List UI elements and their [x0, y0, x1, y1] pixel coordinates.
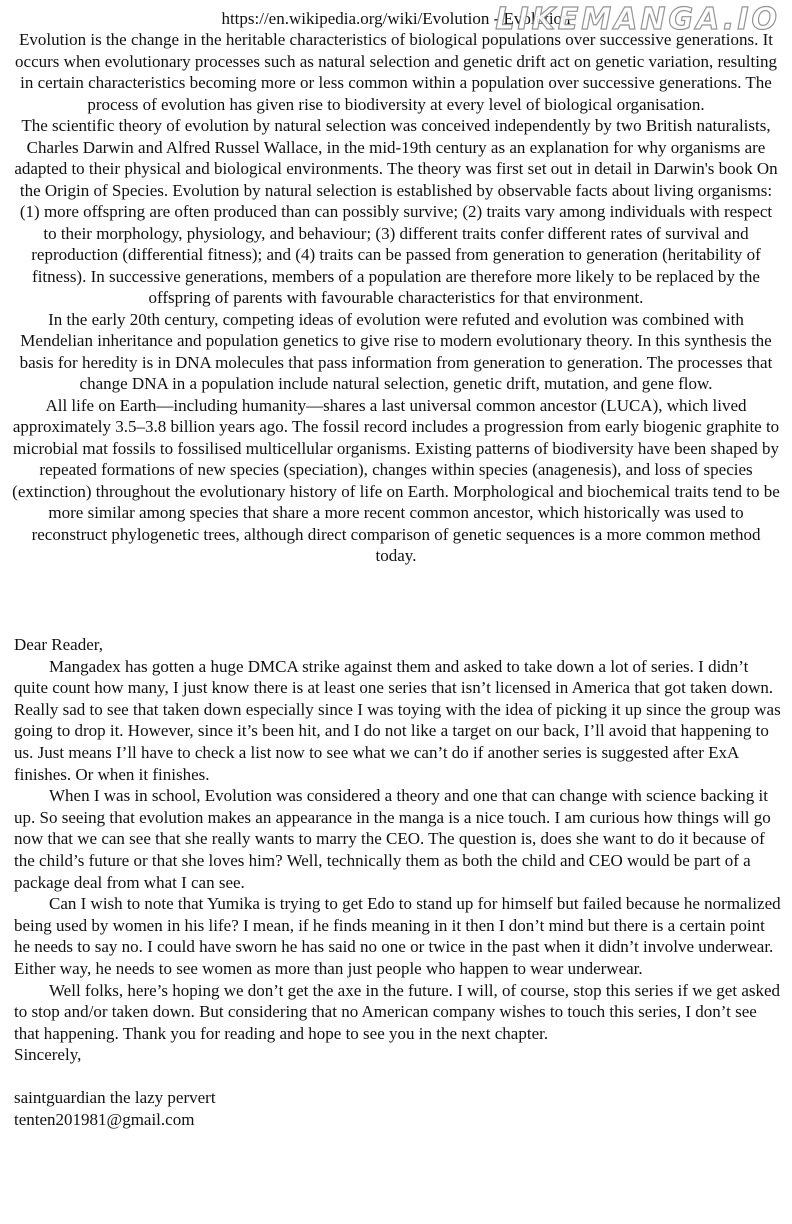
- wiki-paragraph: The scientific theory of evolution by natural selection was conceived independently by two British naturalists, Charles Darwin and Alfred Russel Wallace, in the mid-19th century as an explanation for why organisms are adapted to their physical and biological environments. The theory was first set out in detail in Darwin's book On the Origin of Species. Evolution by natural selection is established by observable facts about living organisms: (1) more offspring are often produced than can possibly survive; (2) traits vary among individuals with respect to their morphology, physiology, and behaviour; (3) different traits confer different rates of survival and reproduction (differential fitness); and (4) traits can be passed from generation to generation (heritability of fitness). In successive generations, members of a population are therefore more likely to be replaced by the offspring of parents with favourable characteristics for that environment.: [14, 116, 778, 307]
- letter-signature: saintguardian the lazy pervert: [14, 1088, 216, 1108]
- translator-note: [14, 634, 782, 1131]
- letter-paragraph: When I was in school, Evolution was considered a theory and one that can change with science backing it up. So seeing that evolution makes an appearance in the manga is a nice touch. I am curious how things will go now that we can see that she really wants to marry the CEO. The question is, does she want to do it because of the child’s future or that she loves him? Well, technically them as both the child and CEO would be part of a package deal from what I can see.: [14, 786, 771, 892]
- letter-paragraph: Well folks, here’s hoping we don’t get the axe in the future. I will, of course, stop this series if we get asked to stop and/or taken down. But considering that no American company wishes to touch this series, I don’t see that happening. Thank you for reading and hope to see you in the next chapter.: [14, 980, 781, 1043]
- blank-line: [14, 1066, 782, 1088]
- letter-greeting: Dear Reader,: [14, 635, 103, 654]
- letter-paragraph: Mangadex has gotten a huge DMCA strike against them and asked to take down a lot of series. I didn’t quite count how many, I just know there is at least one series that isn’t licensed in America that got taken down. Really sad to see that taken down especially since I was toying with the idea of picking it up since the group was going to drop it. However, since it’s been hit, and I do not like a target on our back, I’ll avoid that happening to us. Just means I’ll have to check a list now to see what we can’t do if another series is suggested after ExA finishes. Or when it finishes.: [14, 656, 781, 784]
- site-watermark: LIKEMANGA.IO: [495, 2, 780, 37]
- wiki-excerpt: [12, 29, 780, 567]
- wiki-paragraph: All life on Earth—including humanity—shares a last universal common ancestor (LUCA), which lived approximately 3.5–3.8 billion years ago. The fossil record includes a progression from early biogenic graphite to microbial mat fossils to fossilised multicellular organisms. Existing patterns of biodiversity have been shaped by repeated formations of new species (speciation), changes within species (anagenesis), and loss of species (extinction) throughout the evolutionary history of life on Earth. Morphological and biochemical traits tend to be more similar among species that share a more recent common ancestor, which historically was used to reconstruct phylogenetic trees, although direct comparison of genetic sequences is a more common method today.: [12, 395, 780, 565]
- wiki-paragraph: Evolution is the change in the heritable characteristics of biological populations over successive generations. It occurs when evolutionary processes such as natural selection and genetic drift act on genetic variation, resulting in certain characteristics becoming more or less common within a population over successive generations. The process of evolution has given rise to biodiversity at every level of biological organisation.: [15, 30, 777, 114]
- letter-paragraph: Can I wish to note that Yumika is trying to get Edo to stand up for himself but failed because he normalized being used by women in his life? I mean, if he finds meaning in it then I don’t mind but there is a certain point he needs to say no. I could have sworn he has said no one or twice in the past when it didn’t involve underwear. Either way, he needs to see women as more than just people who happen to wear underwear.: [14, 894, 781, 978]
- letter-email: tenten201981@gmail.com: [14, 1110, 195, 1130]
- letter-closing: Sincerely,: [14, 1045, 82, 1065]
- source-url-line: https://en.wikipedia.org/wiki/Evolution - Evolution: [221, 9, 571, 28]
- wiki-paragraph: In the early 20th century, competing ideas of evolution were refuted and evolution was combined with Mendelian inheritance and population genetics to give rise to modern evolutionary theory. In this synthesis the basis for heredity is in DNA molecules that pass information from generation to generation. The processes that change DNA in a population include natural selection, genetic drift, mutation, and gene flow.: [19, 309, 773, 393]
